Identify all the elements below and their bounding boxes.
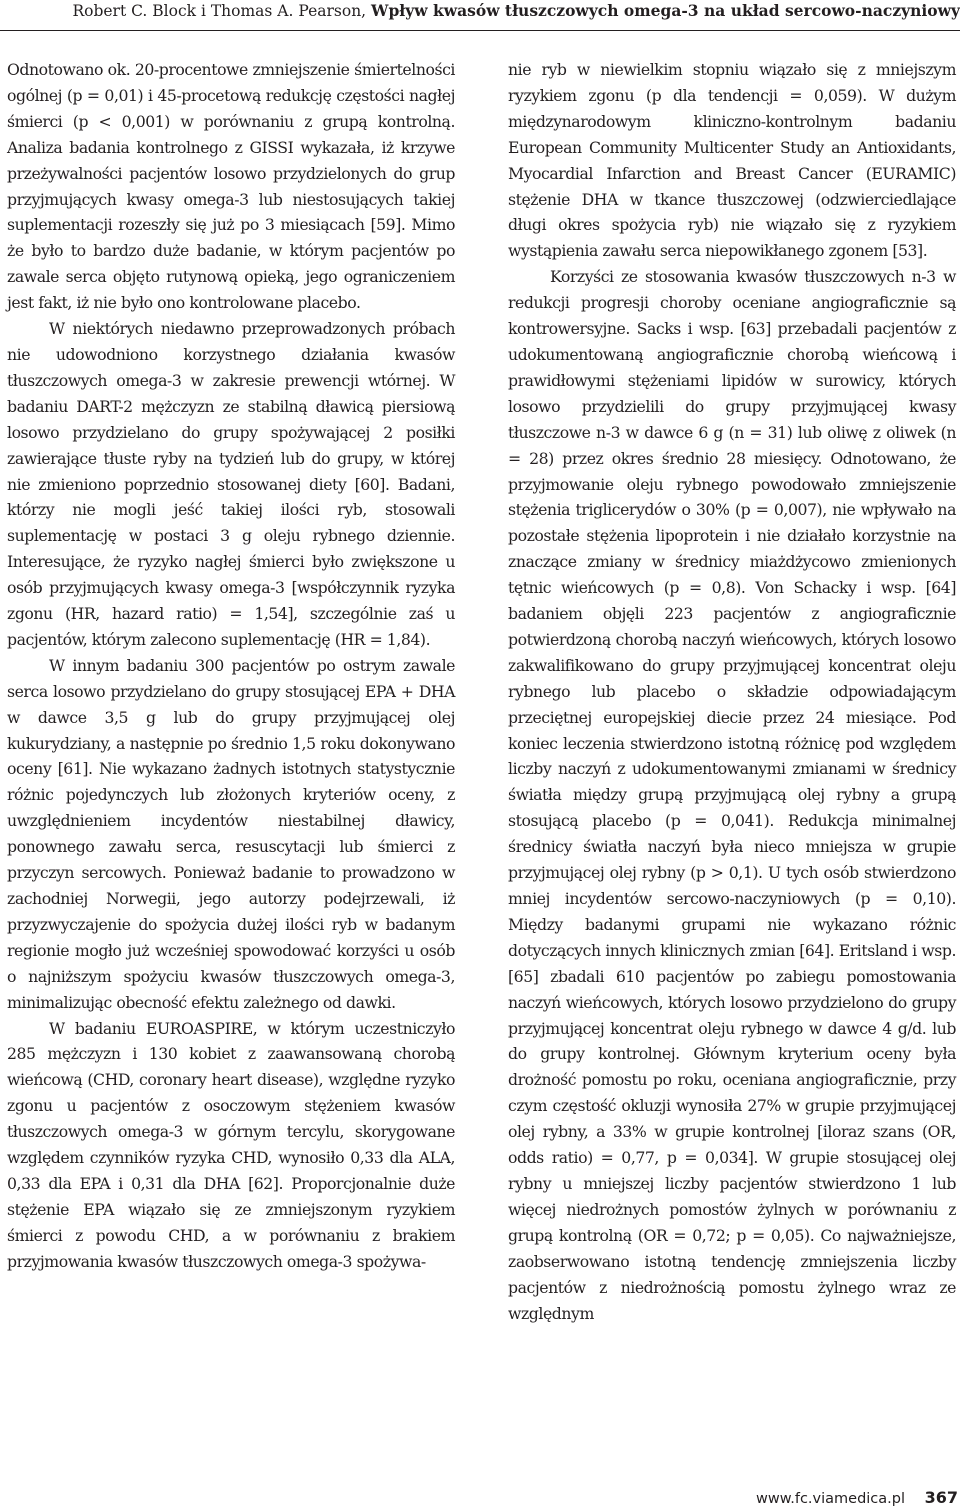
running-header (0, 0, 960, 26)
paragraph: W innym badaniu 300 pacjentów po ostrym zawale serca losowo przydzielano do grupy stosującej EPA + DHA w dawce 3,5 g lub do grupy przyjmującej olej kukurydziany, a następnie po średnio 1,5 roku dokonywano oceny [61]. Nie wykazano żadnych istotnych statystycznie różnic pojedynczych lub złożonych kryteriów oceny, z uwzględnieniem incydentów niestabilnej dławicy, ponownego zawału serca, resuscytacji lub śmierci z przyczyn sercowych. Ponieważ badanie to prowadzono w zachodniej Norwegii, jego autorzy podejrzewali, iż przyzwyczajenie do spożycia dużej ilości ryb w badanym regionie mogło już wcześniej spowodować korzyści u osób o najniższym spożyciu kwasów tłuszczowych omega-3, minimalizując obecność efektu zależnego od dawki. (7, 655, 455, 1012)
left-column (7, 57, 455, 1275)
header-rule (0, 30, 960, 31)
header-authors: Robert C. Block i Thomas A. Pearson, (72, 2, 367, 20)
page-footer (0, 1488, 960, 1510)
paragraph: Odnotowano ok. 20-procentowe zmniejszenie śmiertelności ogólnej (p = 0,01) i 45-procetową redukcję częstości nagłej śmierci (p < 0,001) w porównaniu z grupą kontrolną. Analiza badania kontrolnego z GISSI wykazała, iż krzywe przeżywalności pacjentów losowo przydzielonych do grup przyjmujących kwasy omega-3 lub niestosujących takiej suplementacji rozeszły się już po 3 miesiącach [59]. Mimo że było to bardzo duże badanie, w którym pacjentów po zawale serca objęto rutynową opieką, jego ograniczeniem jest fakt, iż nie było ono kontrolowane placebo. (7, 60, 455, 313)
paragraph: W badaniu EUROASPIRE, w którym uczestniczyło 285 mężczyzn i 130 kobiet z zaawansowaną chorobą wieńcową (CHD, coronary heart disease), względne ryzyko zgonu u pacjentów z osoczowym stężeniem kwasów tłuszczowych omega-3 w górnym tercylu, skorygowane względem czynników ryzyka CHD, wynosiło 0,33 dla ALA, 0,33 dla EPA i 0,31 dla DHA [62]. Proporcjonalnie duże stężenie EPA wiązało się ze zmniejszonym ryzykiem śmierci z powodu CHD, a w porównaniu z brakiem przyjmowania kwasów tłuszczowych omega-3 spożywa- (7, 1018, 455, 1271)
right-column (508, 57, 956, 1326)
paragraph: Korzyści ze stosowania kwasów tłuszczowych n-3 w redukcji progresji choroby oceniane angiograficznie są kontrowersyjne. Sacks i wsp. [63] przebadali pacjentów z udokumentowaną angiograficznie chorobą wieńcową i prawidłowymi stężeniami lipidów w surowicy, których losowo przydzielili do grupy przyjmującej kwasy tłuszczowe n-3 w dawce 6 g (n = 31) lub oliwę z oliwek (n = 28) przez okres średnio 28 miesięcy. Odnotowano, że przyjmowanie oleju rybnego powodowało zmniejszenie stężenia triglicerydów o 30% (p = 0,007), nie wpływało na pozostałe stężenia lipoprotein i nie działało korzystnie na znaczące zmiany w średnicy miażdżycowo zmienionych tętnic wieńcowych (p = 0,8). Von Schacky i wsp. [64] badaniem objęli 223 pacjentów z angiograficznie potwierdzoną chorobą naczyń wieńcowych, których losowo zakwalifikowano do grupy przyjmującej koncentrat oleju rybnego lub placebo o składzie odpowiadającym przeciętnej europejskiej diecie przez 24 miesiące. Pod koniec leczenia stwierdzono istotną różnicę pod względem liczby naczyń z udokumentowanymi zmianami w średnicy światła między grupą przyjmującą olej rybny a grupą stosującą placebo (p = 0,041). Redukcja minimalnej średnicy światła naczyń była nieco mniejsza w grupie przyjmującej olej rybny (p > 0,1). U tych osób stwierdzono mniej incydentów sercowo-naczyniowych (p = 0,10). Między badanymi grupami nie wykazano różnic dotyczących innych klinicznych zmian [64]. Eritsland i wsp. [65] zbadali 610 pacjentów po zabiegu pomostowania naczyń wieńcowych, których losowo przydzielono do grupy przyjmującej koncentrat oleju rybnego w dawce 4 g/d. lub do grupy kontrolnej. Głównym kryterium oceny była drożność pomostu po roku, oceniana angiograficznie, przy czym częstość okluzji wynosiła 27% w grupie przyjmującej olej rybny, a 33% w grupie kontrolnej [iloraz szans (OR, odds ratio) = 0,77, p = 0,034]. W grupie stosującej olej rybny u mniejszej liczby pacjentów stwierdzono 1 lub więcej niedrożnych pomostów żylnych w porównaniu z grupą kontrolną (OR = 0,72; p = 0,05). Co najważniejsze, zaobserwowano istotną tendencję zmniejszenia liczby pacjentów z niedrożnością pomostu żylnego wraz ze względnym (508, 267, 956, 1323)
paragraph: nie ryb w niewielkim stopniu wiązało się z mniejszym ryzykiem zgonu (p dla tendencji = 0,059). W dużym międzynarodowym kliniczno-kontrolnym badaniu European Community Multicenter Study an Antioxidants, Myocardial Infarction and Breast Cancer (EURAMIC) stężenie DHA w tkance tłuszczowej (odzwierciedlające długi okres spożycia ryb) nie wiązało się z ryzykiem wystąpienia zawału serca niepowikłanego zgonem [53]. (508, 60, 956, 261)
header-title: Wpływ kwasów tłuszczowych omega-3 na układ sercowo-naczyniowy (371, 1, 960, 20)
footer-website[interactable]: www.fc.viamedica.pl (755, 1491, 905, 1507)
page-number: 367 (924, 1488, 958, 1507)
paragraph: W niektórych niedawno przeprowadzonych próbach nie udowodniono korzystnego działania kwasów tłuszczowych omega-3 w zakresie prewencji wtórnej. W badaniu DART-2 mężczyzn ze stabilną dławicą piersiową losowo przydzielano do grupy spożywającej 2 posiłki zawierające tłuste ryby na tydzień lub do grupy, w której nie zmieniono poprzednio stosowanej diety [60]. Badani, którzy nie mogli jeść takiej ilości ryb, stosowali suplementację w postaci 3 g oleju rybnego dziennie. Interesujące, że ryzyko nagłej śmierci było zwiększone u osób przyjmujących kwasy omega-3 [współczynnik ryzyka zgonu (HR, hazard ratio) = 1,54], szczególnie zaś u pacjentów, którym zalecono suplementację (HR = 1,84). (7, 319, 455, 649)
